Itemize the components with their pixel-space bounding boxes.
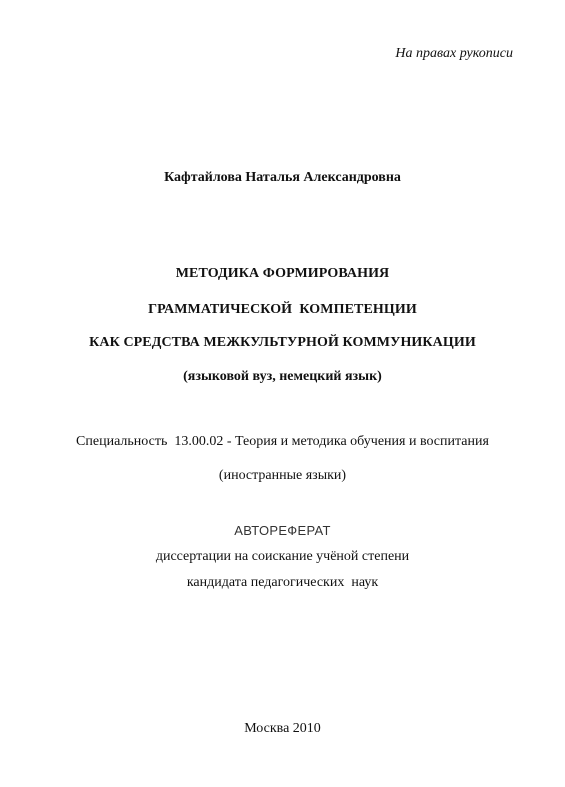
specialty-note: (иностранные языки) xyxy=(218,468,347,483)
title-line-3: КАК СРЕДСТВА МЕЖКУЛЬТУРНОЙ КОММУНИКАЦИИ xyxy=(89,335,476,350)
document-type: АВТОРЕФЕРАТ xyxy=(234,523,331,538)
specialty-line: Специальность 13.00.02 - Теория и методика обучения и воспитания xyxy=(76,434,489,449)
document-description-line-2: кандидата педагогических наук xyxy=(186,575,379,590)
manuscript-rights-notice: На правах рукописи xyxy=(395,46,513,61)
author-name: Кафтайлова Наталья Александровна xyxy=(164,170,401,185)
document-description-line-1: диссертации на соискание учёной степени xyxy=(155,549,410,564)
title-line-1: МЕТОДИКА ФОРМИРОВАНИЯ xyxy=(175,266,390,281)
title-line-2: ГРАММАТИЧЕСКОЙ КОМПЕТЕНЦИИ xyxy=(148,302,417,317)
subtitle: (языковой вуз, немецкий язык) xyxy=(183,369,382,384)
city-year: Москва 2010 xyxy=(244,721,321,736)
